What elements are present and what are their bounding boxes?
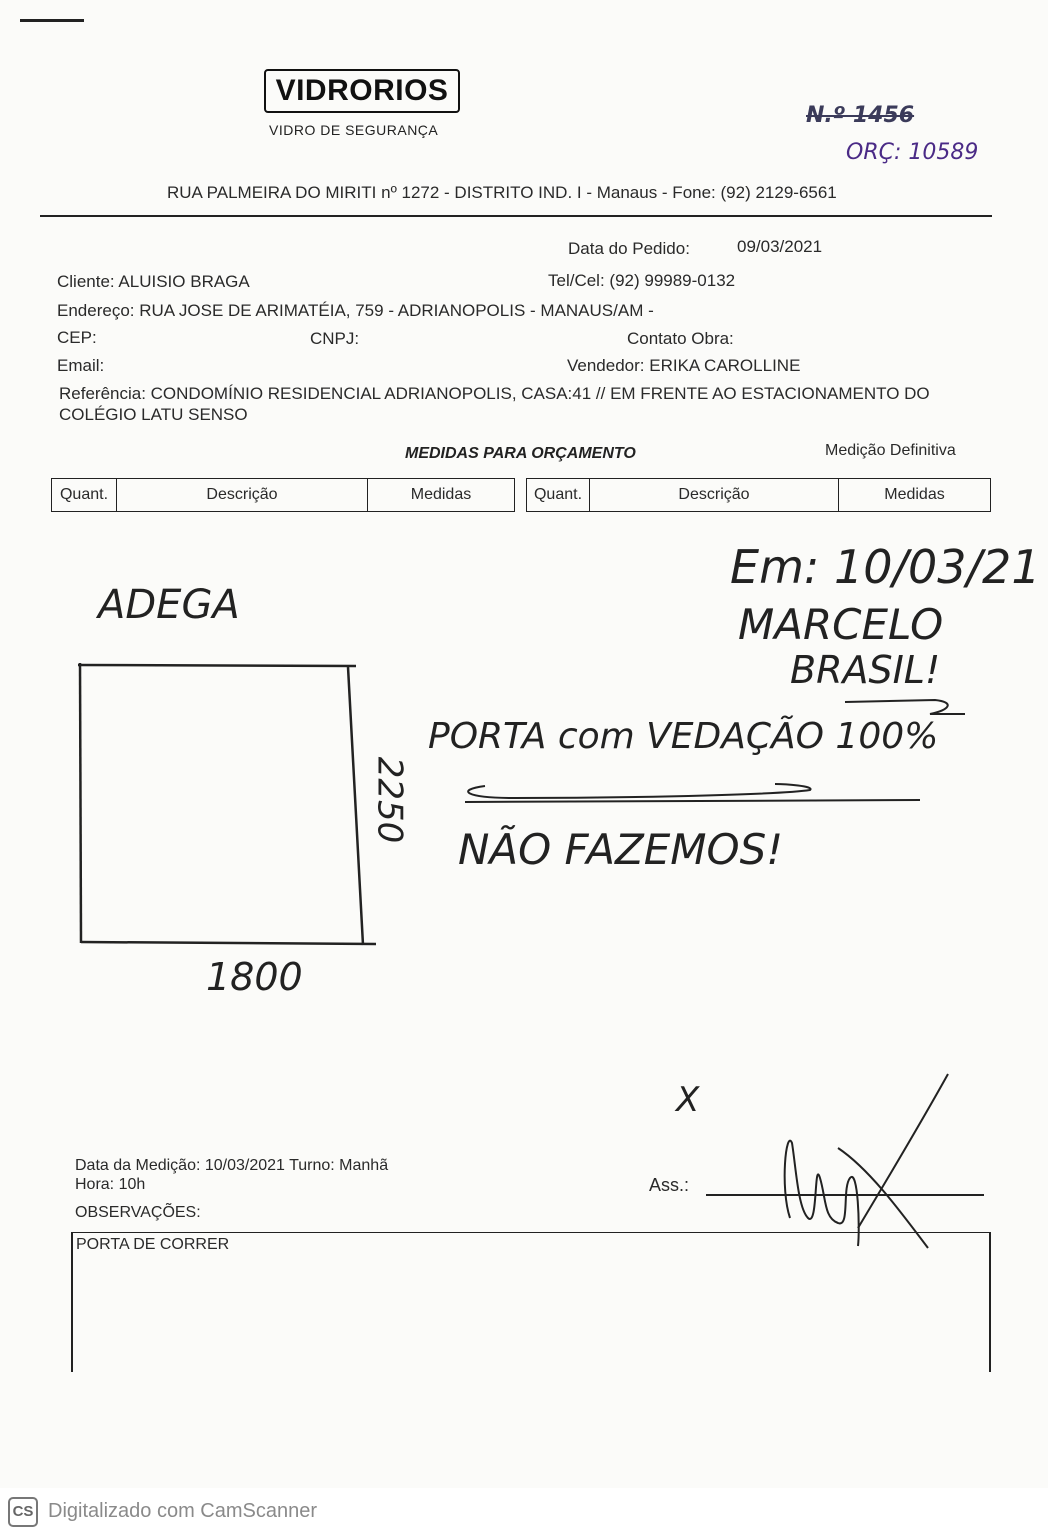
order-date-label: Data do Pedido: — [568, 239, 690, 258]
handwritten-name-2: BRASIL! — [790, 648, 941, 692]
col-medidas: Medidas — [884, 486, 945, 503]
contact-label: Contato Obra: — [627, 329, 734, 348]
client-phone: Tel/Cel: (92) 99989-0132 — [548, 271, 736, 290]
signature-scribble — [778, 1068, 978, 1258]
corner-mark — [20, 19, 84, 22]
door-sketch — [70, 655, 390, 955]
note-underline — [455, 780, 925, 810]
measurement-type: Medição Definitiva — [825, 442, 956, 459]
handwritten-height: 2250 — [369, 756, 410, 844]
table-header-left — [51, 478, 515, 512]
table-header-right — [526, 478, 991, 512]
header-divider — [40, 215, 992, 217]
email-label: Email: — [57, 356, 105, 375]
orc-number: ORÇ: 10589 — [846, 140, 979, 165]
cep-label: CEP: — [57, 328, 97, 347]
handwritten-x-mark: X — [676, 1080, 700, 1120]
observations-text: PORTA DE CORRER — [76, 1236, 230, 1253]
handwritten-adega: ADEGA — [98, 582, 240, 628]
measurement-date: Data da Medição: 10/03/2021 Turno: Manhã — [75, 1157, 389, 1174]
company-address: RUA PALMEIRA DO MIRITI nº 1272 - DISTRITO IND. I - Manaus - Fone: (92) 2129-6561 — [167, 183, 837, 202]
order-date-value: 09/03/2021 — [737, 237, 823, 256]
camscanner-text: Digitalizado com CamScanner — [48, 1500, 318, 1522]
section-title: MEDIDAS PARA ORÇAMENTO — [405, 445, 636, 462]
seller-name: Vendedor: ERIKA CAROLLINE — [567, 356, 801, 375]
handwritten-note-2: NÃO FAZEMOS! — [458, 825, 784, 874]
col-quant: Quant. — [527, 479, 590, 511]
signature-label: Ass.: — [649, 1175, 690, 1195]
handwritten-date: Em: 10/03/21 — [730, 540, 1041, 594]
camscanner-icon: CS — [8, 1497, 38, 1527]
col-quant: Quant. — [52, 479, 117, 511]
client-address: Endereço: RUA JOSE DE ARIMATÉIA, 759 - ADRIANOPOLIS - MANAUS/AM - — [57, 301, 654, 320]
measurement-time: Hora: 10h — [75, 1176, 146, 1193]
handwritten-note-1: PORTA com VEDAÇÃO 100% — [428, 716, 939, 757]
col-descricao: Descrição — [590, 479, 839, 511]
col-medidas: Medidas — [410, 486, 472, 503]
observations-label: OBSERVAÇÕES: — [75, 1204, 201, 1221]
company-logo: VIDRORIOS — [264, 69, 460, 113]
reference-line-1: Referência: CONDOMÍNIO RESIDENCIAL ADRIANOPOLIS, CASA:41 // EM FRENTE AO ESTACIONAMENTO DO — [59, 384, 930, 403]
document-number: N.º 1456 — [806, 103, 915, 128]
observations-box — [71, 1232, 991, 1372]
scanner-footer — [0, 1488, 1048, 1536]
handwritten-name-1: MARCELO — [738, 600, 944, 649]
handwritten-width: 1800 — [206, 955, 303, 999]
cnpj-label: CNPJ: — [310, 329, 360, 348]
client-name: Cliente: ALUISIO BRAGA — [57, 272, 250, 291]
col-descricao: Descrição — [117, 479, 368, 511]
company-tagline: VIDRO DE SEGURANÇA — [269, 122, 439, 138]
reference-line-2: COLÉGIO LATU SENSO — [59, 405, 248, 424]
